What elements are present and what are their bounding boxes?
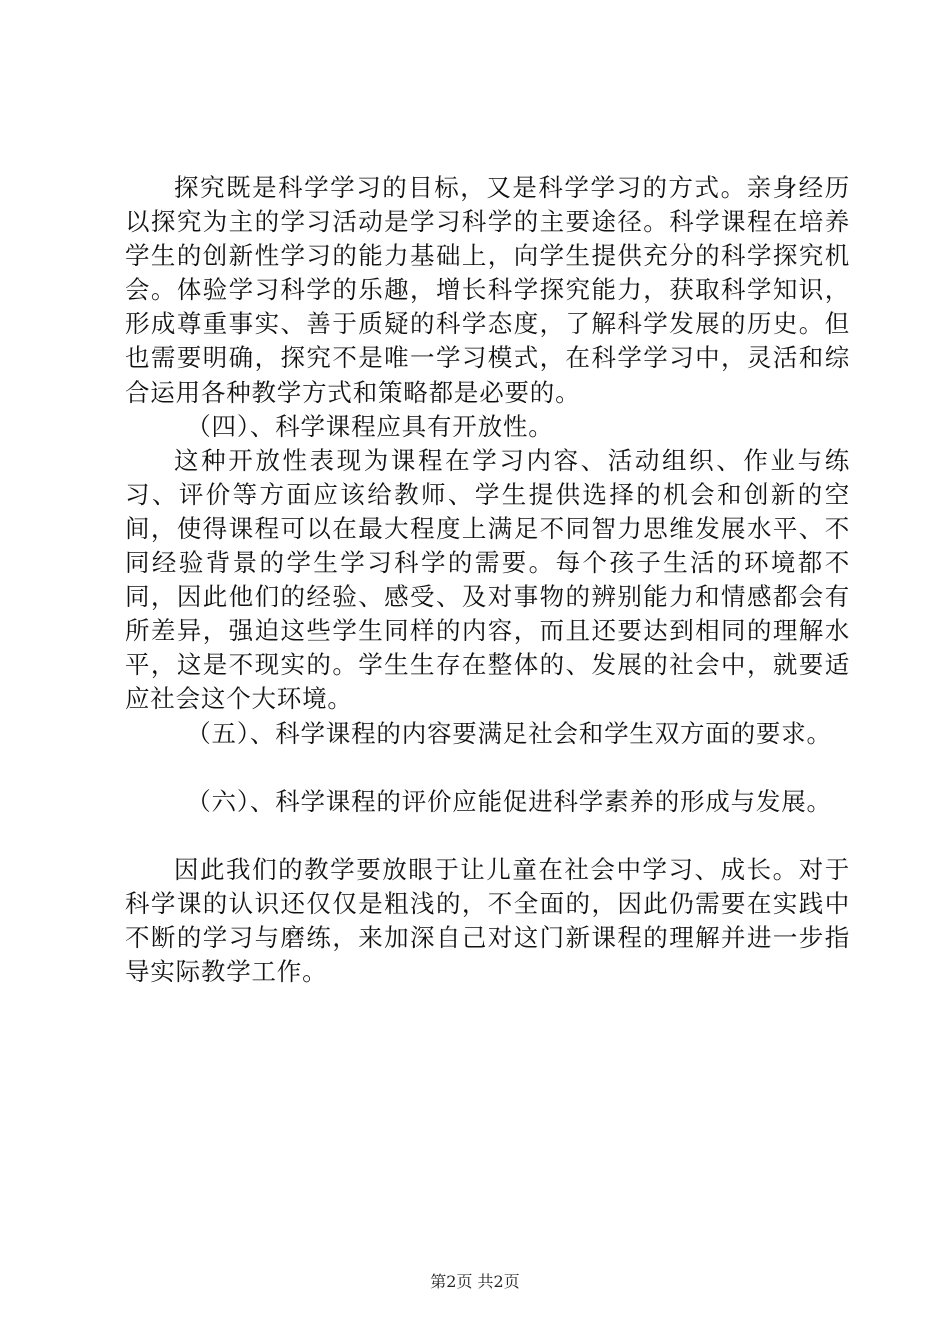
heading-six-evaluation: （六）、科学课程的评价应能促进科学素养的形成与发展。 [186,786,832,816]
heading-four-openness: （四）、科学课程应具有开放性。 [186,411,554,441]
paragraph-inquiry: 探究既是科学学习的目标，又是科学学习的方式。亲身经历以探究为主的学习活动是学习科学的主要途径。科学课程在培养学生的创新性学习的能力基础上，向学生提供充分的科学探究机会。体验学习科学的乐趣，增长科学探究能力，获取科学知识，形成尊重事实、善于质疑的科学态度，了解科学发展的历史。但也需要明确，探究不是唯一学习模式，在科学学习中，灵活和综合运用各种教学方式和策略都是必要的。 [125,173,850,407]
paragraph-openness: 这种开放性表现为课程在学习内容、活动组织、作业与练习、评价等方面应该给教师、学生提供选择的机会和创新的空间，使得课程可以在最大程度上满足不同智力思维发展水平、不同经验背景的学生学习科学的需要。每个孩子生活的环境都不同，因此他们的经验、感受、及对事物的辨别能力和情感都会有所差异，强迫这些学生同样的内容，而且还要达到相同的理解水平，这是不现实的。学生生存在整体的、发展的社会中，就要适应社会这个大环境。 [125,445,850,714]
paragraph-spacer [125,819,850,853]
paragraph-spacer [125,751,850,785]
page-number-footer: 第2页 共2页 [430,1272,520,1291]
paragraph-conclusion: 因此我们的教学要放眼于让儿童在社会中学习、成长。对于科学课的认识还仅仅是粗浅的，不全面的，因此仍需要在实践中不断的学习与磨练，来加深自己对这门新课程的理解并进一步指导实际教学工作。 [125,854,850,986]
document-body [125,171,850,989]
heading-five-content: （五）、科学课程的内容要满足社会和学生双方面的要求。 [186,718,832,748]
